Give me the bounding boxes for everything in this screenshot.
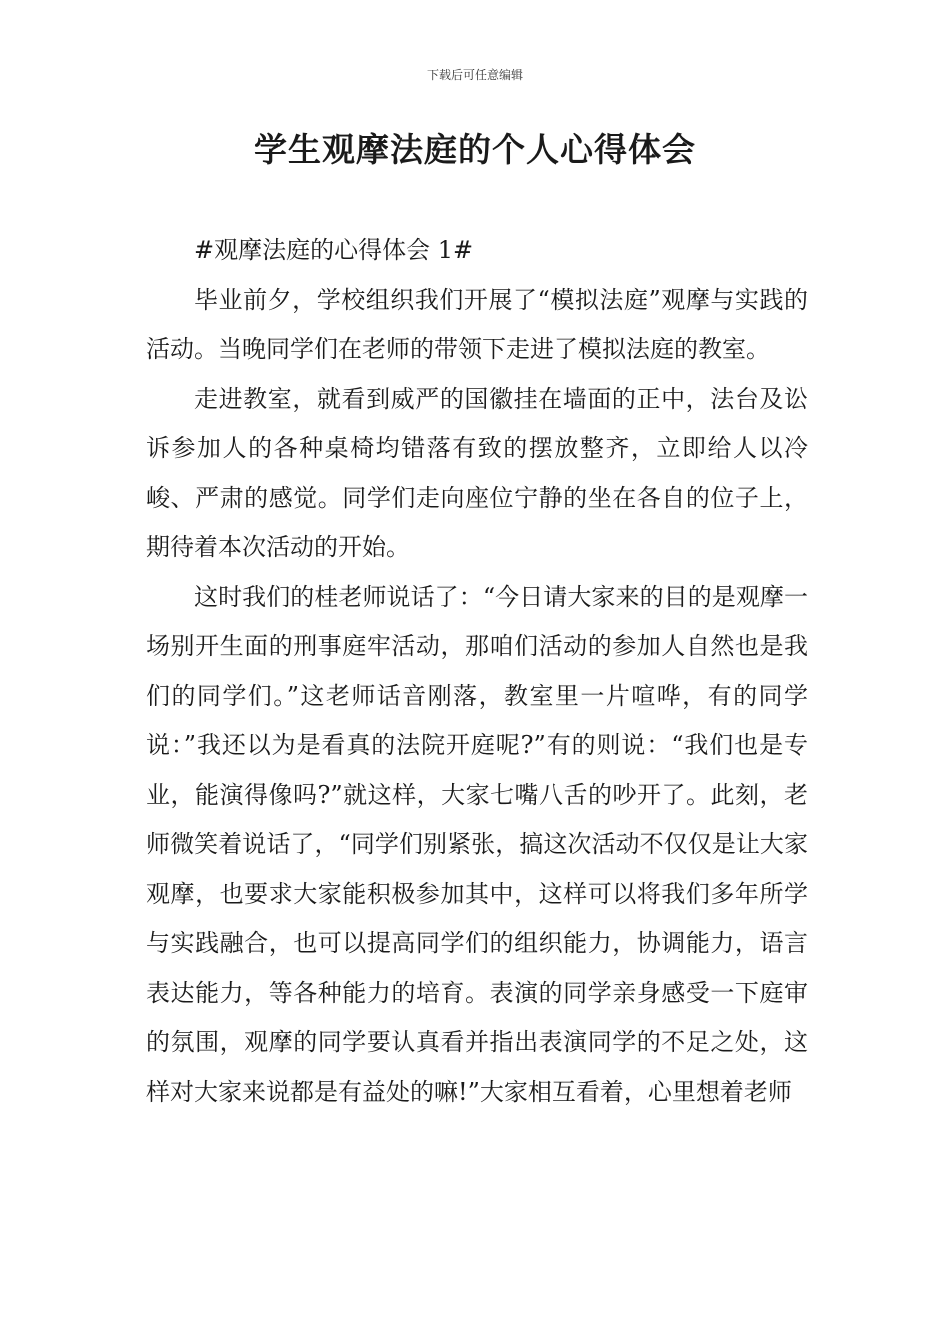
header-note: 下载后可任意编辑 [426,68,523,82]
section-heading: #观摩法庭的心得体会 1# [194,236,474,264]
paragraph: 这时我们的桂老师说话了：“今日请大家来的目的是观摩一场别开生面的刑事庭牢活动，那咱们活动的参加人自然也是我们的同学们。”这老师话音刚落，教室里一片喧哗，有的同学说：”我还以为是看真的法院开庭呢?”有的则说：“我们也是专业，能演得像吗?”就这样，大家七嘴八舌的吵开了。此刻，老师微笑着说话了，“同学们别紧张，搞这次活动不仅仅是让大家观摩，也要求大家能积极参加其中，这样可以将我们多年所学与实践融合，也可以提高同学们的组织能力，协调能力，语言表达能力，等各种能力的培育。表演的同学亲身感受一下庭审的氛围，观摩的同学要认真看并指出表演同学的不足之处，这样对大家来说都是有益处的嘛!”大家相互看着，心里想着老师 [146,582,808,1106]
document-body [146,226,808,1117]
paragraph: 走进教室，就看到威严的国徽挂在墙面的正中，法台及讼诉参加人的各种桌椅均错落有致的摆放整齐，立即给人以冷峻、严肃的感觉。同学们走向座位宁静的坐在各自的位子上，期待着本次活动的开始。 [146,384,808,561]
paragraph: 毕业前夕，学校组织我们开展了“模拟法庭”观摩与实践的活动。当晚同学们在老师的带领下走进了模拟法庭的教室。 [146,285,808,363]
document-title: 学生观摩法庭的个人心得体会 [254,130,696,169]
